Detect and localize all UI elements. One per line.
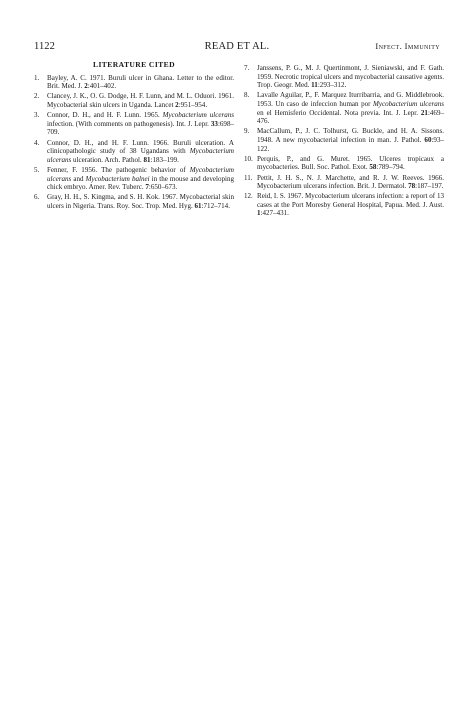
reference-italic-term: Mycobacterium ulcerans	[372, 99, 444, 108]
reference-text-cont: infection. (With comments on pathogenesis). Int. J. Lepr.	[47, 119, 211, 128]
running-head-authors: READ ET AL.	[204, 41, 270, 52]
reference-volume: 2	[84, 82, 88, 91]
reference-text: Janssens, P. G., M. J. Quertinmont, J. Sieniawski, and F. Gath. 1959. Necrotic tropical ulcers and mycobacterial causative agents. Trop. Geogr. Med.	[257, 64, 444, 90]
right-column	[244, 64, 444, 220]
reference-text: Pettit, J. H. S., N. J. Marchette, and R. J. W. Reeves. 1966. Mycobacterium ulcerans infection. Brit. J. Dermatol.	[257, 173, 444, 191]
reference-pages: :469–476.	[257, 108, 444, 126]
reference-text: Clancey, J. K., O. G. Dodge, H. F. Lunn, and M. L. Oduori. 1961. Mycobacterial skin ulcers in Uganda. Lancet	[47, 92, 234, 109]
reference-text: Gray, H. H., S. Kingma, and S. H. Kok. 1967. Mycobacterial skin ulcers in Nigeria. Trans. Roy. Soc. Trop. Med. Hyg.	[47, 193, 234, 210]
reference-pages: :712–714.	[201, 201, 230, 210]
reference-volume: 33	[210, 119, 218, 128]
reference-pages: :293–312.	[317, 81, 347, 90]
reference-number: 9.	[244, 127, 250, 136]
reference-3	[34, 111, 234, 137]
running-head-journal: Infect. Immunity	[375, 41, 440, 51]
reference-number: 7.	[244, 64, 250, 72]
reference-italic-term: Mycobacterium ulcerans	[47, 165, 234, 183]
reference-number: 11.	[244, 173, 253, 182]
reference-volume: 21	[420, 108, 428, 117]
reference-2	[34, 92, 234, 109]
reference-pages: :650–673.	[148, 183, 178, 192]
reference-text: Perquis, P., and G. Muret. 1965. Ulceres tropicaux a mycobacteries. Bull. Soc. Pathol. Exot.	[257, 154, 444, 172]
section-title: LITERATURE CITED	[92, 60, 175, 69]
reference-pages: :93–122.	[257, 135, 444, 153]
reference-text-cont-2: in the mouse and developing chick embryo. Amer. Rev. Tuberc.	[47, 174, 234, 192]
reference-italic-term-2: Mycobacterium balnei	[85, 174, 150, 183]
reference-pages: :401–402.	[87, 82, 117, 91]
reference-text: MacCallum, P., J. C. Tolhurst, G. Buckle, and H. A. Sissons. 1948. A new mycobacterial infection in man. J. Pathol.	[257, 127, 444, 144]
reference-11	[244, 174, 444, 191]
reference-8	[244, 91, 444, 125]
reference-italic-term: Mycobacterium ulcerans	[47, 147, 234, 164]
reference-number: 5.	[34, 165, 40, 174]
reference-volume: 58	[369, 163, 377, 172]
reference-text: Connor, D. H., and H. F. Lunn. 1966. Buruli ulceration. A clinicopathologic study of 38 Ugandans with	[47, 138, 234, 156]
reference-text: Lavalle Aguilar, P., F. Marquez Iturribarria, and G. Middlebrook. 1953. Un caso de infeccion human por	[257, 91, 444, 108]
reference-pages: :183–199.	[150, 155, 179, 164]
reference-volume: 1	[257, 209, 261, 218]
reference-number: 4.	[34, 138, 40, 147]
reference-text: Fenner, F. 1956. The pathogenic behavior of	[47, 165, 190, 174]
reference-4	[34, 139, 234, 165]
reference-volume: 7	[145, 183, 149, 192]
reference-number: 12.	[244, 192, 253, 201]
reference-text-cont: ulceration. Arch. Pathol.	[71, 155, 144, 164]
reference-number: 8.	[244, 91, 250, 100]
reference-9	[244, 127, 444, 153]
reference-number: 1.	[34, 73, 40, 82]
reference-volume: 2	[175, 100, 179, 109]
reference-volume: 78	[408, 182, 416, 191]
reference-italic-term: Mycobacterium ulcerans	[162, 111, 234, 120]
reference-10	[244, 155, 444, 172]
reference-pages: :789–794.	[376, 163, 405, 172]
reference-pages: :427–431.	[260, 209, 289, 218]
running-head	[34, 41, 440, 55]
reference-text: Reid, I. S. 1967. Mycobacterium ulcerans infection: a report of 13 cases at the Port Moresby General Hospital, Papua. Med. J. Aust.	[257, 192, 444, 209]
reference-pages: :951–954.	[178, 100, 208, 109]
reference-number: 3.	[34, 111, 40, 120]
reference-volume: 60	[424, 135, 432, 144]
reference-volume: 61	[194, 201, 202, 210]
reference-number: 10.	[244, 154, 253, 163]
left-column	[34, 60, 234, 212]
reference-5	[34, 166, 234, 192]
reference-text-cont: en el Hemisferio Occidental. Nota previa. Int. J. Lepr.	[257, 108, 421, 117]
reference-1	[34, 74, 234, 91]
reference-number: 6.	[34, 193, 40, 202]
reference-text-cont: and	[71, 174, 86, 183]
reference-volume: 81	[143, 155, 151, 164]
reference-pages: :698–709.	[47, 119, 234, 137]
reference-text: Bayley, A. C. 1971. Buruli ulcer in Ghana. Letter to the editor. Brit. Med. J.	[47, 73, 234, 91]
reference-number: 2.	[34, 92, 40, 101]
reference-pages: :187–197.	[415, 182, 444, 191]
reference-list-right	[244, 64, 444, 218]
reference-list-left	[34, 74, 234, 211]
reference-volume: 11	[311, 81, 318, 90]
reference-6	[34, 193, 234, 210]
reference-12	[244, 192, 444, 218]
reference-7	[244, 64, 444, 90]
page-number: 1122	[34, 41, 56, 52]
reference-text: Connor, D. H., and H. F. Lunn. 1965.	[47, 111, 163, 120]
